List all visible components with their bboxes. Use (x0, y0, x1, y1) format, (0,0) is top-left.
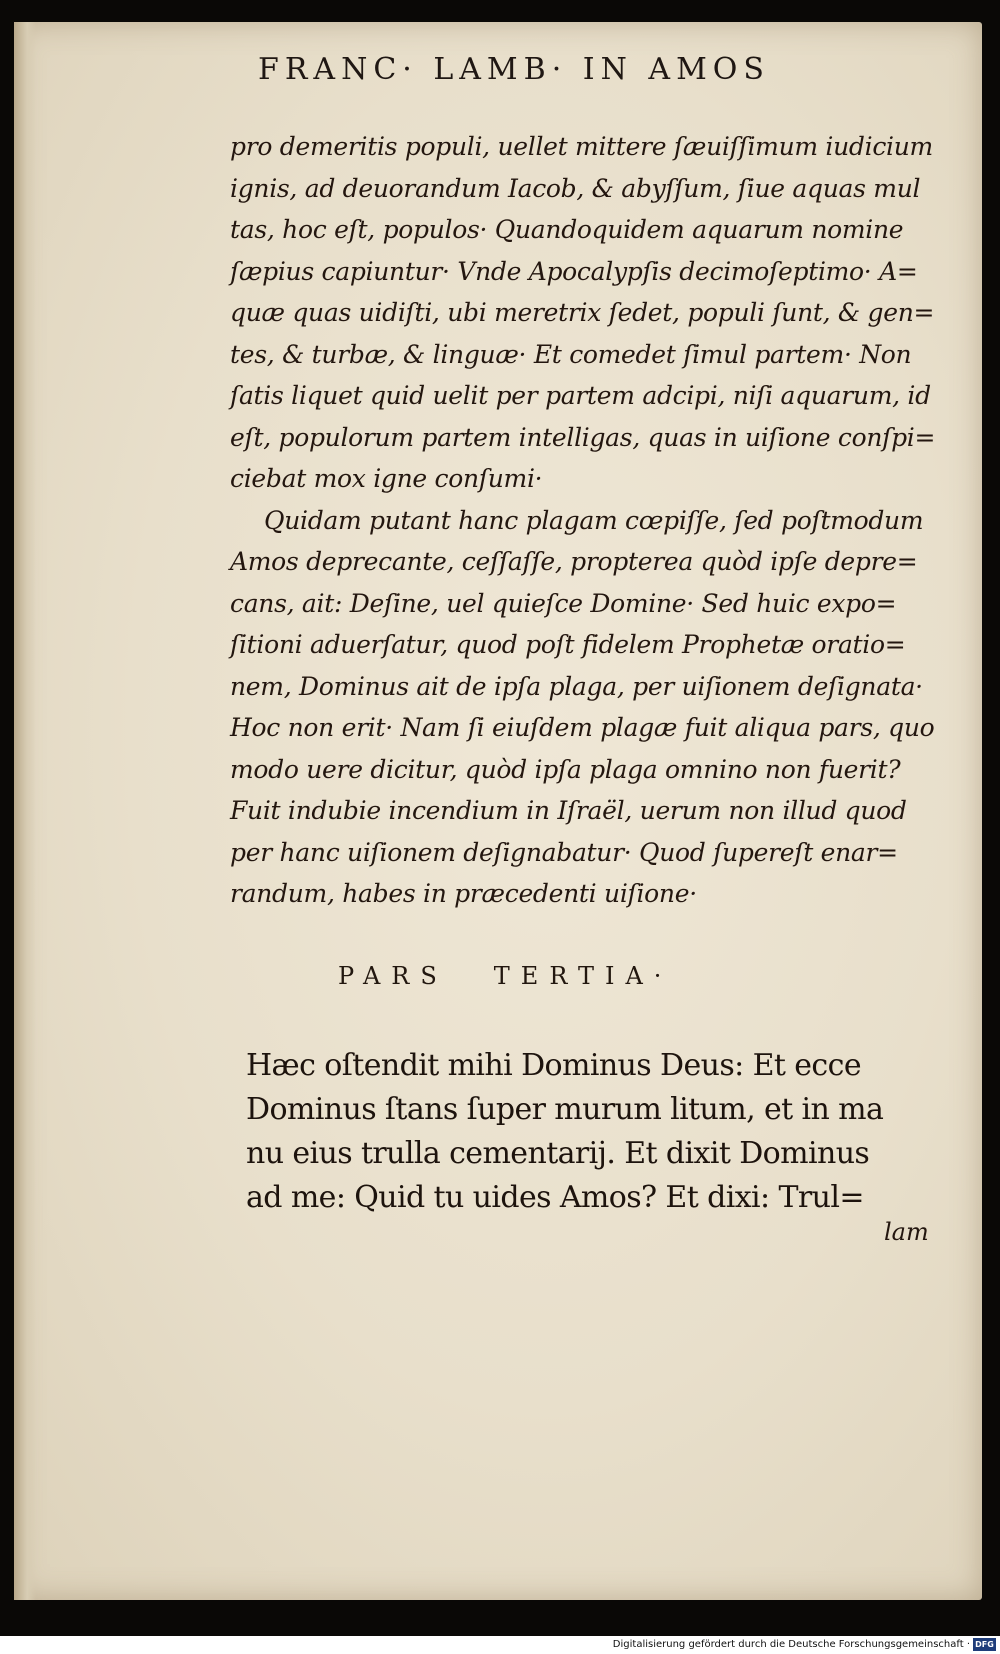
catchword: lam (884, 1218, 929, 1246)
page-gutter (14, 22, 36, 1600)
commentary-line: quæ quas uidiſti, ubi meretrix ſedet, populi ſunt, & gen= (230, 298, 935, 327)
section-heading-word: PARS (338, 962, 448, 990)
commentary-line: ciebat mox igne conſumi· (230, 464, 543, 493)
commentary-line: ſitioni aduerſatur, quod poſt fidelem Prophetæ oratio= (230, 630, 906, 659)
commentary-line: ignis, ad deuorandum Iacob, & abyſſum, ſiue aquas mul (230, 173, 921, 203)
commentary-line: modo uere dicitur, quòd ipſa plaga omnino non fuerit? (230, 754, 901, 784)
commentary-line: tes, & turbæ, & linguæ· Et comedet ſimul partem· Non (230, 339, 912, 369)
scripture-line: ad me: Quid tu uides Amos? Et dixi: Trul= (246, 1180, 864, 1215)
commentary-line: ſatis liquet quid uelit per partem adcipi, niſi aquarum, id (230, 381, 931, 410)
commentary-line: tas, hoc eſt, populos· Quandoquidem aquarum nomine (230, 215, 904, 244)
commentary-line: Quidam putant hanc plagam cœpiſſe, ſed poſtmodum (264, 505, 924, 535)
scripture-line: Dominus ſtans ſuper murum litum, et in ma (246, 1092, 884, 1127)
commentary-line: ſæpius capiuntur· Vnde Apocalypſis decimoſeptimo· A= (230, 256, 918, 286)
section-heading-word: TERTIA· (493, 962, 673, 990)
commentary-line: per hanc uiſionem deſignabatur· Quod ſupereſt enar= (230, 837, 898, 867)
commentary-line: nem, Dominus ait de ipſa plaga, per uiſionem deſignata· (230, 671, 923, 701)
commentary-line: randum, habes in præcedenti uiſione· (230, 879, 697, 908)
scripture-text (246, 1044, 946, 1220)
commentary-line: eſt, populorum partem intelligas, quas in uiſione conſpi= (230, 422, 936, 452)
funding-credit: Digitalisierung gefördert durch die Deutsche Forschungsgemeinschaft · (612, 1639, 970, 1650)
commentary-text (230, 126, 936, 915)
commentary-line: cans, ait: Deſine, uel quieſce Domine· Sed huic expo= (230, 588, 897, 618)
scripture-line: Hæc oſtendit mihi Dominus Deus: Et ecce (246, 1048, 861, 1083)
commentary-line: Hoc non erit· Nam ſi eiuſdem plagæ fuit aliqua pars, quo (230, 713, 935, 742)
dfg-logo: DFG (973, 1638, 996, 1651)
commentary-line: pro demeritis populi, uellet mittere ſæuiſſimum iudicium (230, 132, 933, 161)
running-head: FRANC· LAMB· IN AMOS (258, 52, 770, 87)
section-heading (338, 962, 672, 990)
scripture-line: nu eius trulla cementarij. Et dixit Dominus (246, 1136, 870, 1171)
commentary-line: Amos deprecante, ceſſaſſe, propterea quòd ipſe depre= (230, 547, 918, 576)
commentary-line: Fuit indubie incendium in Iſraël, uerum non illud quod (230, 796, 907, 825)
